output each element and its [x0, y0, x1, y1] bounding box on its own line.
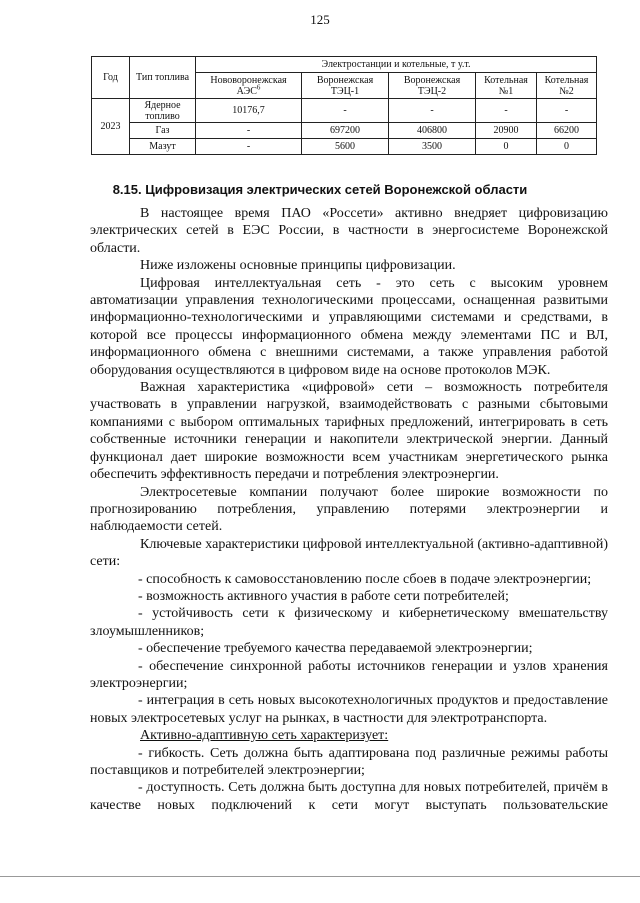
header-plants-group: Электростанции и котельные, т у.т.	[196, 57, 597, 73]
page-number: 125	[310, 12, 330, 27]
value-cell: 10176,7	[196, 99, 302, 123]
value-cell: -	[302, 99, 389, 123]
paragraph: Важная характеристика «цифровой» сети – возможность потребителя участвовать в управлении нагрузкой, взаимодействовать с разными сбытовыми компаниями с выбором оптимальных тарифных предложений, интегрировать в сеть собственные источники генерации и накопители электрической энергии. Данный функционал дает широкие возможности всем участникам энергетического рынка обеспечить эффективность передачи и потребления электроэнергии.	[90, 380, 608, 483]
column-header: Воронежская ТЭЦ-1	[302, 73, 389, 99]
value-cell: 406800	[389, 123, 476, 139]
list-item: - доступность. Сеть должна быть доступна для новых потребителей, причём в качестве новых подключений к сети могут выступать пользовательские	[90, 780, 608, 813]
fuel-cell: Ядерное топливо	[130, 99, 196, 123]
table-row	[92, 99, 597, 123]
value-cell: 20900	[476, 123, 537, 139]
value-cell: 0	[537, 139, 597, 155]
value-cell: -	[196, 123, 302, 139]
body-text	[90, 205, 608, 814]
list-item: - обеспечение требуемого качества передаваемой электроэнергии;	[138, 641, 533, 657]
list-item: - способность к самовосстановлению после сбоев в подаче электроэнергии;	[138, 571, 592, 587]
value-cell: -	[476, 99, 537, 123]
paragraph: Ключевые характеристики цифровой интеллектуальной (активно-адаптивной) сети:	[90, 536, 608, 570]
column-header: Котельная №1	[476, 73, 537, 99]
value-cell: -	[389, 99, 476, 123]
paragraph: Электросетевые компании получают более широкие возможности по прогнозированию потребления, управлению потерями электроэнергии и наблюдаемости сетей.	[90, 484, 608, 535]
paragraph: Цифровая интеллектуальная сеть - это сеть с высоким уровнем автоматизации управления технологическими процессами, оснащенная развитыми информационно-технологическими и управляющими системами и средствами, в которой все процессы информационного обмена между элементами ПС и ВЛ, информационного обмена с внешними системами, а также управления работой оборудования осуществляются в цифровом виде на основе протоколов МЭК.	[90, 275, 608, 378]
footer-divider	[0, 876, 640, 877]
paragraph: Ниже изложены основные принципы цифровизации.	[140, 258, 456, 274]
value-cell: -	[196, 139, 302, 155]
value-cell: 697200	[302, 123, 389, 139]
fuel-consumption-table	[91, 56, 597, 155]
value-cell: 0	[476, 139, 537, 155]
list-item: - устойчивость сети к физическому и кибернетическому вмешательству злоумышленников;	[90, 606, 608, 639]
adaptive-heading: Активно-адаптивную сеть характеризует:	[140, 728, 389, 744]
value-cell: -	[537, 99, 597, 123]
header-fuel-type: Тип топлива	[130, 57, 196, 99]
list-item: - гибкость. Сеть должна быть адаптирована под различные режимы работы поставщиков и потребителей электроэнергии;	[90, 745, 608, 778]
column-header: Нововоронежская АЭС$^6$	[196, 73, 302, 99]
year-cell: 2023	[92, 99, 130, 155]
column-header: Воронежская ТЭЦ-2	[389, 73, 476, 99]
section-heading: 8.15. Цифровизация электрических сетей Воронежской области	[112, 182, 528, 197]
value-cell: 66200	[537, 123, 597, 139]
value-cell: 5600	[302, 139, 389, 155]
value-cell: 3500	[389, 139, 476, 155]
header-year: Год	[92, 57, 130, 99]
fuel-cell: Газ	[130, 123, 196, 139]
paragraph: В настоящее время ПАО «Россети» активно внедряет цифровизацию электрических сетей в ЕЭС России, в частности в энергосистеме Воронежской области.	[90, 206, 608, 256]
list-item: - возможность активного участия в работе сети потребителей;	[138, 588, 509, 604]
list-item: - обеспечение синхронной работы источников генерации и узлов хранения электроэнергии;	[90, 658, 608, 691]
table-row	[92, 123, 597, 139]
fuel-cell: Мазут	[130, 139, 196, 155]
table-row	[92, 139, 597, 155]
column-header: Котельная №2	[537, 73, 597, 99]
list-item: - интеграция в сеть новых высокотехнологичных продуктов и предоставление новых электросетевых услуг на рынках, в частности для электротранспорта.	[90, 693, 608, 726]
